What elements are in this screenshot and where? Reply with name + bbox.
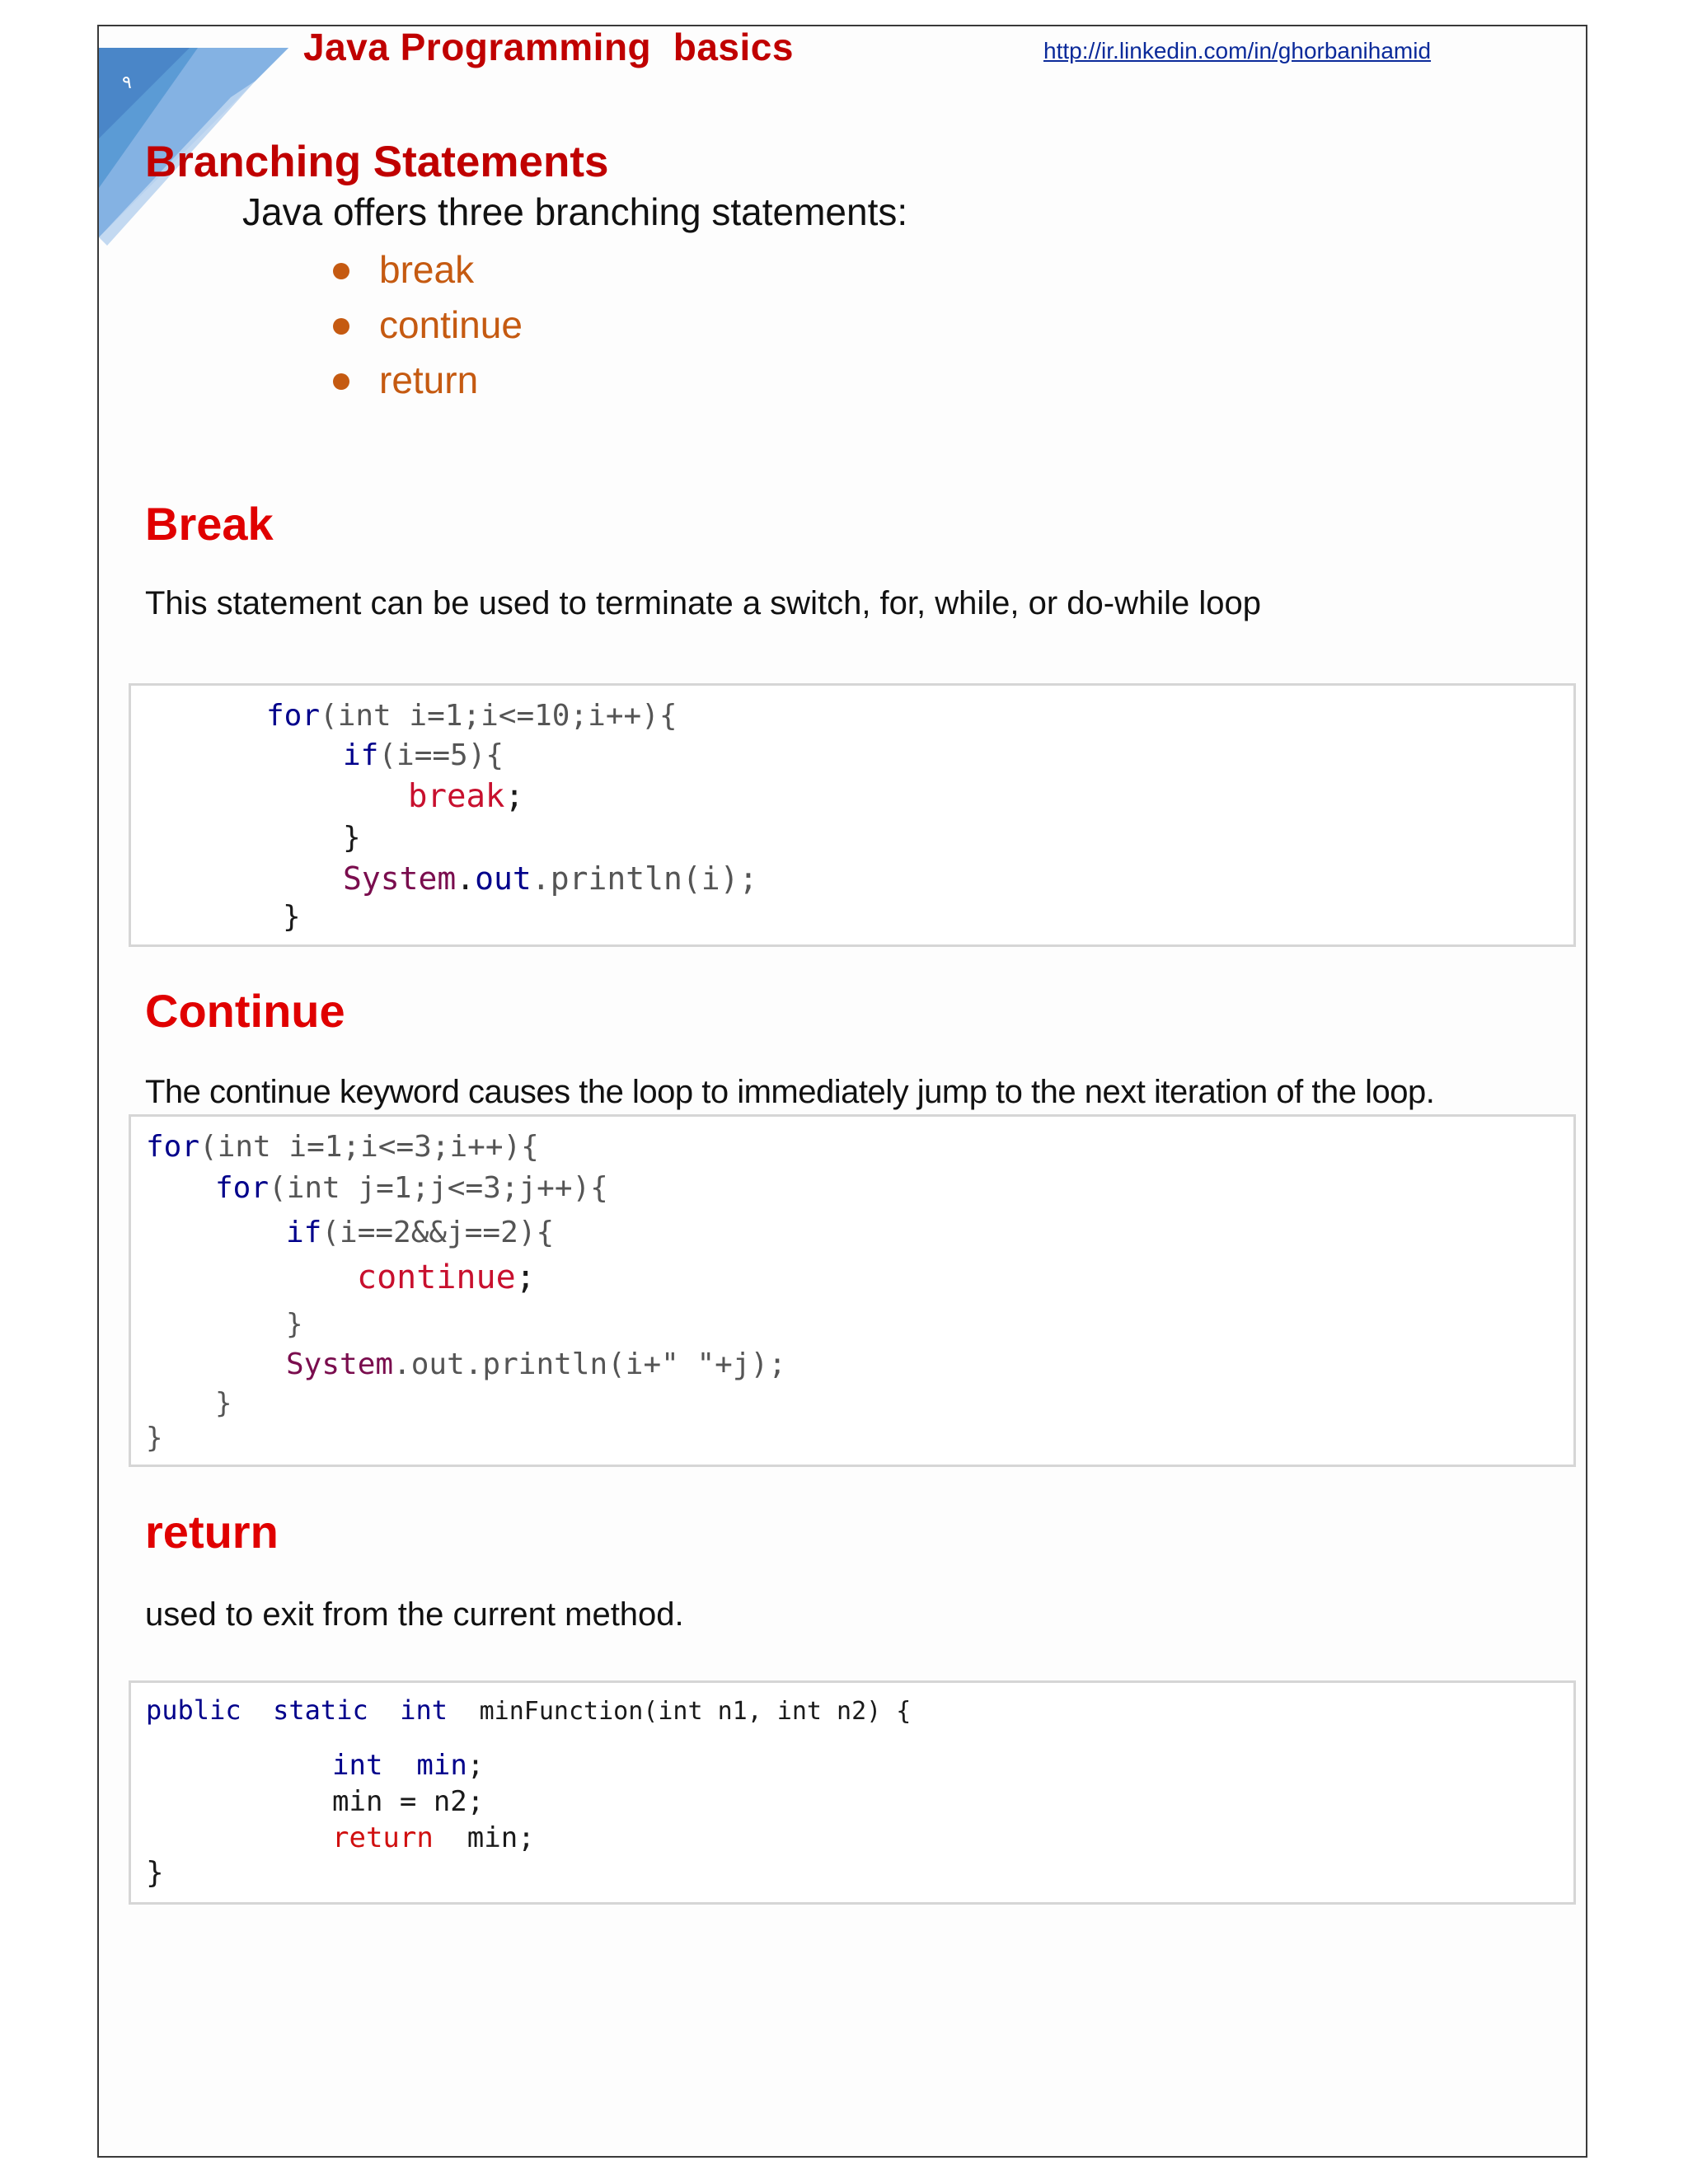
break-code-block: [129, 683, 1576, 947]
code-line: for(int i=1;i<=3;i++){: [146, 1130, 539, 1164]
code-line: }: [283, 900, 301, 934]
code-line: if(i==5){: [343, 738, 504, 772]
linkedin-link[interactable]: http://ir.linkedin.com/in/ghorbanihamid: [1043, 38, 1432, 63]
code-line: }: [146, 1422, 163, 1455]
code-line: return min;: [332, 1821, 535, 1854]
continue-description: The continue keyword causes the loop to immediately jump to the next iteration of the loop.: [145, 1074, 1435, 1110]
return-description: used to exit from the current method.: [145, 1596, 684, 1633]
break-description: This statement can be used to terminate a switch, for, while, or do-while loop: [145, 585, 1262, 621]
code-line: }: [146, 1856, 164, 1890]
continue-code-block: [129, 1114, 1576, 1467]
continue-heading: Continue: [145, 985, 345, 1037]
bullet-icon: [333, 263, 349, 279]
code-line: if(i==2&&j==2){: [286, 1216, 555, 1249]
code-line: }: [286, 1308, 303, 1341]
code-line: min = n2;: [332, 1785, 485, 1818]
branching-list: [328, 242, 523, 408]
list-item: continue: [328, 298, 523, 353]
slide-number: ٩: [122, 73, 132, 93]
code-line: int min;: [332, 1749, 485, 1782]
code-line: System.out.println(i);: [343, 860, 758, 897]
code-line: public static int minFunction(int n1, int n2) {: [146, 1694, 912, 1726]
branching-intro: Java offers three branching statements:: [242, 190, 908, 233]
list-item: return: [328, 353, 523, 408]
bullet-icon: [333, 373, 349, 390]
code-line: continue;: [357, 1258, 536, 1296]
bullet-icon: [333, 318, 349, 335]
code-line: }: [215, 1387, 232, 1420]
document-title: Java Programming basics: [303, 26, 794, 68]
code-line: for(int j=1;j<=3;j++){: [215, 1171, 608, 1205]
list-item: break: [328, 242, 523, 298]
code-line: break;: [408, 778, 524, 815]
code-line: for(int i=1;i<=10;i++){: [266, 699, 678, 733]
code-line: }: [343, 821, 361, 855]
return-code-block: [129, 1680, 1576, 1905]
code-line: System.out.println(i+" "+j);: [286, 1347, 786, 1381]
branching-heading: Branching Statements: [145, 138, 609, 186]
break-heading: Break: [145, 498, 274, 550]
return-heading: return: [145, 1506, 279, 1558]
